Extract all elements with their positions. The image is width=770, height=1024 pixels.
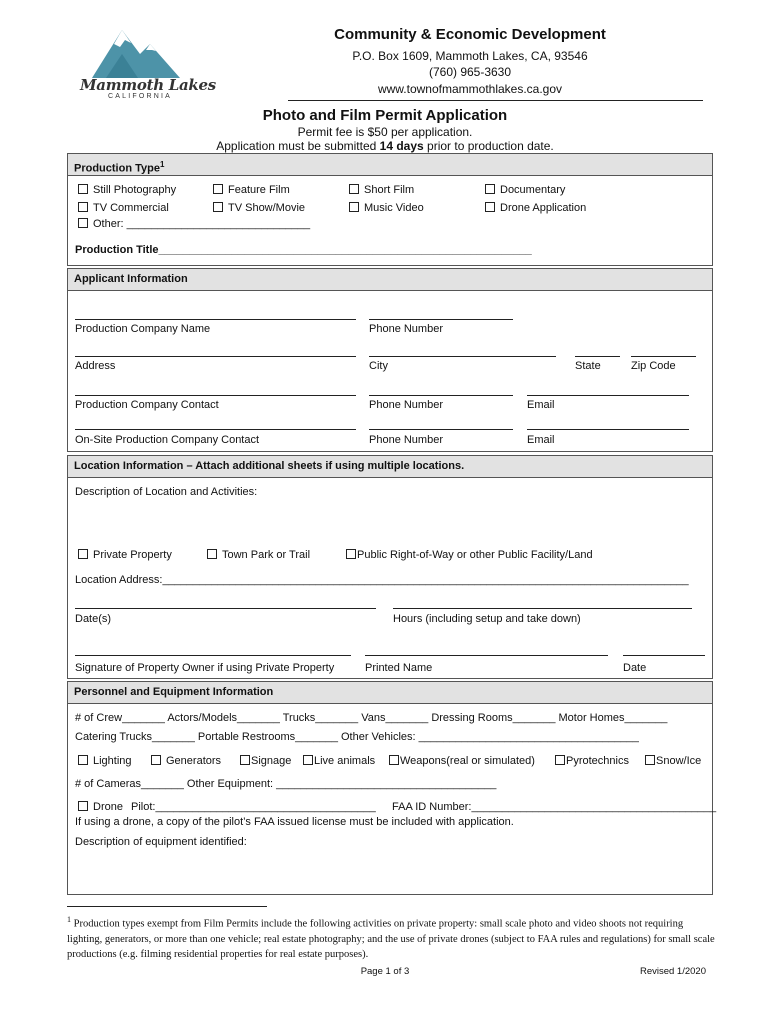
checkbox-feature-film[interactable]: Feature Film: [213, 184, 290, 196]
checkbox-other[interactable]: Other: ______________________________: [78, 218, 310, 230]
date-line[interactable]: [623, 655, 705, 656]
location-info-header: Location Information – Attach additional sheets if using multiple locations.: [67, 455, 713, 478]
printed-name-label: Printed Name: [365, 662, 433, 674]
zip-label: Zip Code: [631, 360, 676, 372]
email-label-2: Email: [527, 434, 555, 446]
city-line[interactable]: [369, 356, 556, 357]
checkbox-drone[interactable]: Drone: [78, 801, 123, 813]
hours-label: Hours (including setup and take down): [393, 613, 581, 625]
applicant-info-section: [67, 290, 713, 452]
checkbox-tv-commercial[interactable]: TV Commercial: [78, 202, 169, 214]
mountain-icon: [62, 20, 212, 80]
signature-line[interactable]: [75, 655, 351, 656]
email-line-1[interactable]: [527, 395, 689, 396]
email-line-2[interactable]: [527, 429, 689, 430]
dates-line[interactable]: [75, 608, 376, 609]
checkbox-private-property[interactable]: Private Property: [78, 549, 172, 561]
state-label: State: [575, 360, 601, 372]
company-name-label: Production Company Name: [75, 323, 211, 335]
phone-label-1: Phone Number: [369, 323, 443, 335]
header-divider: [288, 100, 703, 101]
revised-date: Revised 1/2020: [639, 966, 706, 977]
footnote-rule: [67, 906, 267, 907]
address-label: Address: [75, 360, 116, 372]
page-number: Page 1 of 3: [360, 966, 410, 977]
checkbox-snow-ice[interactable]: Snow/Ice: [645, 755, 701, 767]
logo-subtitle: CALIFORNIA: [108, 93, 173, 100]
address-line[interactable]: [75, 356, 356, 357]
cameras-row[interactable]: # of Cameras_______ Other Equipment: ____________________________________: [75, 778, 497, 790]
checkbox-still-photography[interactable]: Still Photography: [78, 184, 176, 196]
phone-label-2: Phone Number: [369, 399, 443, 411]
zip-line[interactable]: [631, 356, 696, 357]
hours-line[interactable]: [393, 608, 692, 609]
checkbox-lighting[interactable]: Lighting: [78, 755, 132, 767]
crew-counts-row[interactable]: # of Crew_______ Actors/Models_______ Trucks_______ Vans_______ Dressing Rooms_______ Motor Homes_______: [75, 712, 668, 724]
production-title-field[interactable]: Production Title_____________________________________________________________: [75, 244, 532, 256]
town-logo: [62, 20, 216, 102]
phone-label-3: Phone Number: [369, 434, 443, 446]
checkbox-pyrotechnics[interactable]: Pyrotechnics: [555, 755, 629, 767]
phone-line-1[interactable]: [369, 319, 513, 320]
phone-line-2[interactable]: [369, 395, 513, 396]
faa-id-field[interactable]: FAA ID Number:________________________________________: [392, 801, 717, 813]
checkbox-weapons[interactable]: Weapons(real or simulated): [389, 755, 535, 767]
equipment-description-label: Description of equipment identified:: [75, 836, 247, 848]
vehicle-counts-row[interactable]: Catering Trucks_______ Portable Restrooms_______ Other Vehicles: ____________________________________: [75, 731, 639, 743]
org-website[interactable]: www.townofmammothlakes.ca.gov: [377, 82, 563, 96]
company-name-line[interactable]: [75, 319, 356, 320]
checkbox-music-video[interactable]: Music Video: [349, 202, 424, 214]
checkbox-tv-show-movie[interactable]: TV Show/Movie: [213, 202, 305, 214]
deadline-note: Application must be submitted 14 days prior to production date.: [216, 139, 554, 153]
personnel-equipment-section: [67, 703, 717, 895]
location-info-section: [67, 477, 713, 679]
checkbox-drone-application[interactable]: Drone Application: [485, 202, 586, 214]
production-type-header: Production Type$^1$: [67, 153, 713, 176]
email-label-1: Email: [527, 399, 555, 411]
production-type-section: [67, 175, 713, 266]
state-line[interactable]: [575, 356, 620, 357]
checkbox-public-right-of-way[interactable]: Public Right-of-Way or other Public Facility/Land: [346, 549, 593, 561]
org-title: Community & Economic Development: [334, 26, 606, 43]
personnel-equipment-header: Personnel and Equipment Information: [67, 681, 713, 704]
checkbox-town-park[interactable]: Town Park or Trail: [207, 549, 310, 561]
drone-license-note: If using a drone, a copy of the pilot’s FAA issued license must be included with application.: [75, 816, 514, 828]
city-label: City: [369, 360, 388, 372]
contact-line[interactable]: [75, 395, 356, 396]
dates-label: Date(s): [75, 613, 112, 625]
checkbox-signage[interactable]: Signage: [240, 755, 291, 767]
applicant-info-header: Applicant Information: [67, 268, 713, 291]
contact-label: Production Company Contact: [75, 399, 219, 411]
org-address: P.O. Box 1609, Mammoth Lakes, CA, 93546: [352, 49, 588, 63]
checkbox-documentary[interactable]: Documentary: [485, 184, 565, 196]
org-phone: (760) 965-3630: [428, 65, 512, 79]
printed-name-line[interactable]: [365, 655, 608, 656]
checkbox-live-animals[interactable]: Live animals: [303, 755, 375, 767]
location-description-label: Description of Location and Activities:: [75, 486, 258, 498]
onsite-contact-label: On-Site Production Company Contact: [75, 434, 260, 446]
onsite-contact-line[interactable]: [75, 429, 356, 430]
date-label: Date: [623, 662, 647, 674]
checkbox-generators[interactable]: Generators: [151, 755, 221, 767]
location-address-field[interactable]: Location Address:______________________________________________________________________________________: [75, 574, 689, 586]
form-title: Photo and Film Permit Application: [262, 107, 508, 124]
fee-note: Permit fee is $50 per application.: [297, 125, 473, 139]
footnote: $^1$ Production types exempt from Film Permits include the following activities on private property: small scale photo and video shoots not requiring lighting, generators, or more than one vehicle; real estate photography; and the use of private drones (subject to FAA rules and regulations) for small scale productions (e.g. filming residential properties for real estate purposes).: [67, 915, 715, 960]
logo-wordmark: Mammoth Lakes: [80, 76, 216, 94]
phone-line-3[interactable]: [369, 429, 513, 430]
checkbox-short-film[interactable]: Short Film: [349, 184, 414, 196]
pilot-field[interactable]: Pilot:____________________________________: [131, 801, 376, 813]
signature-label: Signature of Property Owner if using Private Property: [75, 662, 335, 674]
